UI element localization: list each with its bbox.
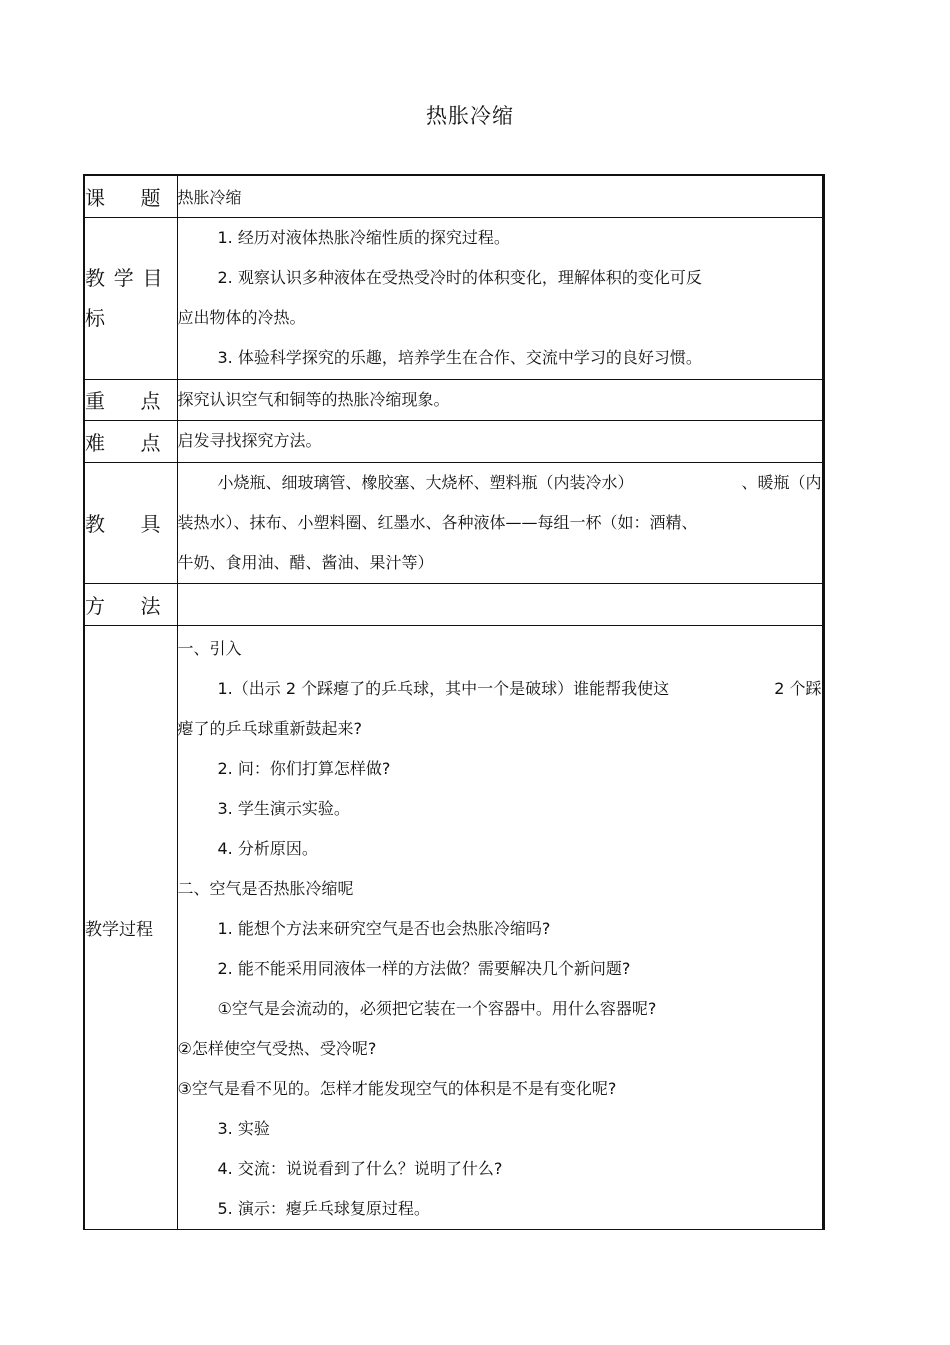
row-process xyxy=(84,625,823,1229)
process-subitem: ②怎样使空气受热、受冷呢? xyxy=(177,1038,377,1058)
row-goals xyxy=(84,217,823,379)
process-subitem: ①空气是会流动的，必须把它装在一个容器中。用什么容器呢? xyxy=(217,998,657,1018)
goal-item: 3. 体验科学探究的乐趣，培养学生在合作、交流中学习的良好习惯。 xyxy=(217,348,702,367)
method-value xyxy=(177,583,823,625)
row-method xyxy=(84,583,823,625)
process-label: 教学过程 xyxy=(84,625,177,1229)
topic-value: 热胀冷缩 xyxy=(177,175,823,217)
process-item: 4. 分析原因。 xyxy=(217,838,318,858)
difficulty-value: 启发寻找探究方法。 xyxy=(177,420,823,462)
process-item: 5. 演示：瘪乒乓球复原过程。 xyxy=(217,1198,430,1218)
lesson-plan-table xyxy=(83,174,825,1230)
row-difficulty xyxy=(84,420,823,462)
process-item: 2. 能不能采用同液体一样的方法做？需要解决几个新问题? xyxy=(217,958,631,978)
row-tools xyxy=(84,462,823,583)
goal-item: 2. 观察认识多种液体在受热受冷时的体积变化，理解体积的变化可反 xyxy=(217,268,702,287)
document-title: 热胀冷缩 xyxy=(426,104,514,128)
section-title: 二、空气是否热胀冷缩呢 xyxy=(177,878,354,898)
tools-line: 小烧瓶、细玻璃管、橡胶塞、大烧杯、塑料瓶（内装冷水） 、暖瓶（内 xyxy=(217,472,822,492)
tools-line: 牛奶、食用油、醋、酱油、果汁等） xyxy=(177,552,434,572)
goal-item: 1. 经历对液体热胀冷缩性质的探究过程。 xyxy=(217,228,510,247)
process-item: 3. 实验 xyxy=(217,1118,270,1138)
topic-label: 课 题 xyxy=(84,175,177,217)
key-point-label: 重 点 xyxy=(84,379,177,420)
key-point-value: 探究认识空气和铜等的热胀冷缩现象。 xyxy=(177,379,823,420)
process-item-continued: 瘪了的乒乓球重新鼓起来? xyxy=(177,718,362,738)
process-subitem: ③空气是看不见的。怎样才能发现空气的体积是不是有变化呢? xyxy=(177,1078,617,1098)
goals-list xyxy=(177,217,823,379)
process-content xyxy=(177,625,823,1229)
process-item: 2. 问：你们打算怎样做? xyxy=(217,758,391,778)
tools-line: 装热水）、抹布、小塑料圈、红墨水、各种液体——每组一杯（如：酒精、 xyxy=(177,512,698,532)
process-item: 1. 能想个方法来研究空气是否也会热胀冷缩吗? xyxy=(217,918,551,938)
row-key-point xyxy=(84,379,823,420)
row-topic xyxy=(84,175,823,217)
tools-label: 教 具 xyxy=(84,462,177,583)
method-label: 方 法 xyxy=(84,583,177,625)
process-item: 4. 交流：说说看到了什么？说明了什么? xyxy=(217,1158,503,1178)
goals-label: 教 学 目 标 xyxy=(84,217,177,379)
process-item: 1.（出示 2 个踩瘪了的乒乓球，其中一个是破球）谁能帮我使这 2 个踩 xyxy=(217,678,822,698)
difficulty-label: 难 点 xyxy=(84,420,177,462)
section-title: 一、引入 xyxy=(177,638,242,658)
goal-item-continued: 应出物体的冷热。 xyxy=(177,308,306,327)
tools-list xyxy=(177,462,823,583)
process-item: 3. 学生演示实验。 xyxy=(217,798,350,818)
